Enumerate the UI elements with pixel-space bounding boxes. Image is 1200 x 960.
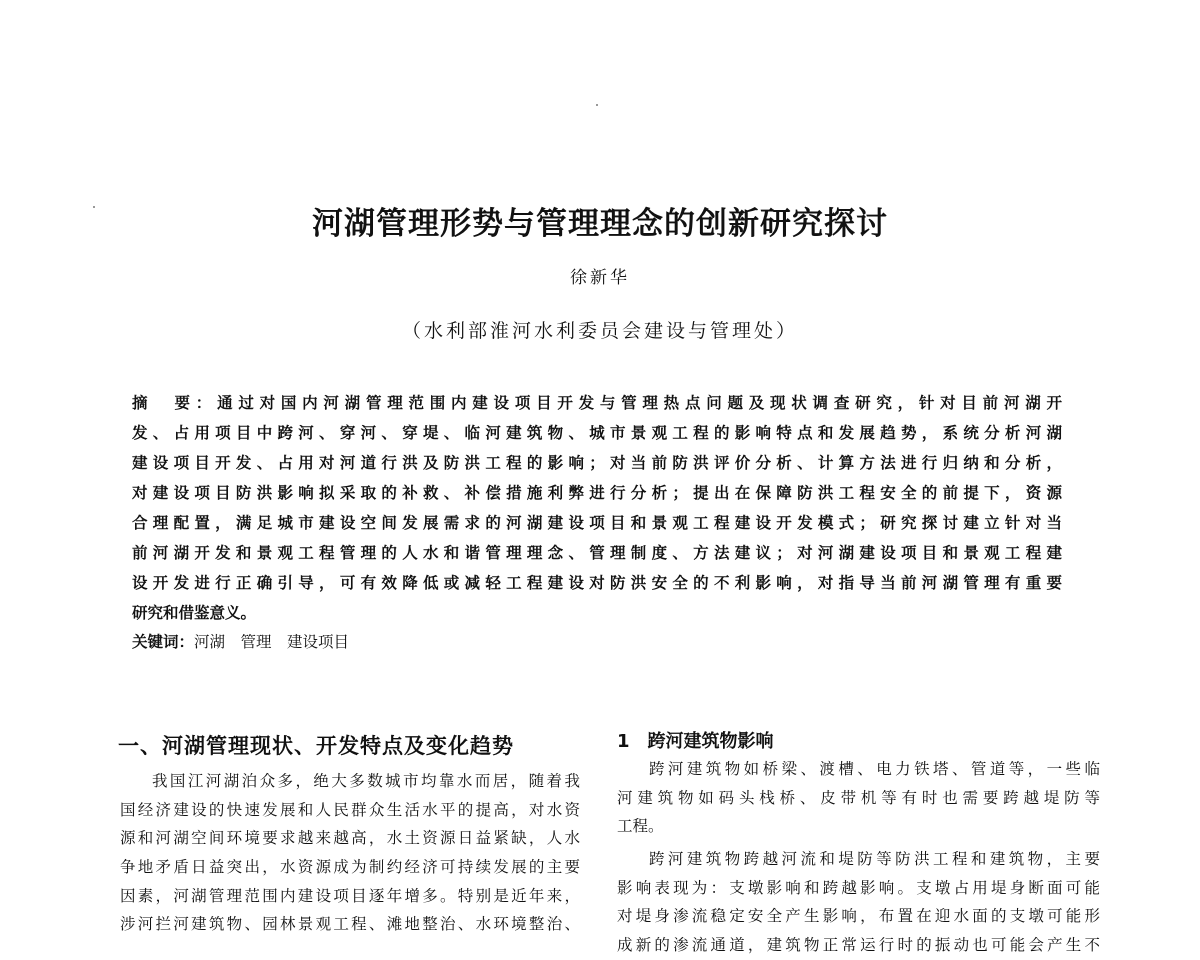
abstract-line: 研究和借鉴意义。 [132, 604, 257, 622]
body-line: 影响表现为：支墩影响和跨越影响。支墩占用堤身断面可能 [617, 878, 1100, 897]
abstract-label: 摘 要： [132, 394, 218, 412]
keywords [132, 630, 349, 652]
body-line: 河建筑物如码头栈桥、皮带机等有时也需要跨越堤防等 [617, 788, 1100, 807]
left-column-body [120, 767, 580, 939]
abstract-line: 设开发进行正确引导，可有效降低或减轻工程建设对防洪安全的不利影响，对指导当前河湖管理有重要 [132, 574, 1062, 592]
keywords-value: 河湖 管理 建设项目 [194, 633, 350, 651]
abstract-line: 合理配置，满足城市建设空间发展需求的河湖建设项目和景观工程建设开发模式；研究探讨建立针对当 [132, 514, 1062, 532]
body-line: 跨河建筑物跨越河流和堤防等防洪工程和建筑物，主要 [649, 850, 1100, 869]
paper-title: 河湖管理形势与管理理念的创新研究探讨 [312, 206, 888, 242]
body-line: 源和河湖空间环境要求越来越高，水土资源日益紧缺，人水 [120, 829, 580, 848]
keywords-label: 关键词： [132, 633, 195, 651]
section-heading: 一、河湖管理现状、开发特点及变化趋势 [118, 734, 514, 758]
abstract [132, 388, 1062, 628]
body-line: 争地矛盾日益突出，水资源成为制约经济可持续发展的主要 [120, 858, 580, 877]
body-line: 跨河建筑物如桥梁、渡槽、电力铁塔、管道等，一些临 [649, 760, 1100, 778]
abstract-line: 建设项目开发、占用对河道行洪及防洪工程的影响；对当前防洪评价分析、计算方法进行归纳和分析， [132, 454, 1062, 472]
body-line: 成新的渗流通道，建筑物正常运行时的振动也可能会产生不 [617, 936, 1100, 955]
abstract-line: 发、占用项目中跨河、穿河、穿堤、临河建筑物、城市景观工程的影响特点和发展趋势，系统分析河湖 [132, 424, 1062, 442]
body-line: 工程。 [617, 817, 664, 836]
body-line: 涉河拦河建筑物、园林景观工程、滩地整治、水环境整治、 [120, 915, 580, 934]
abstract-line: 对建设项目防洪影响拟采取的补救、补偿措施利弊进行分析；提出在保障防洪工程安全的前提下，资源 [132, 484, 1062, 502]
abstract-line: 摘 要：通过对国内河湖管理范围内建设项目开发与管理热点问题及现状调查研究，针对目前河湖开 [132, 394, 1062, 412]
affiliation: （水利部淮河水利委员会建设与管理处） [401, 320, 798, 342]
body-line: 我国江河湖泊众多，绝大多数城市均靠水而居，随着我 [152, 772, 580, 790]
abstract-line: 前河湖开发和景观工程管理的人水和谐管理理念、管理制度、方法建议；对河湖建设项目和景观工程建 [132, 544, 1062, 562]
body-line: 国经济建设的快速发展和人民群众生活水平的提高，对水资 [120, 800, 580, 819]
author: 徐新华 [570, 268, 630, 288]
scan-speck [596, 104, 598, 106]
body-line: 因素，河湖管理范围内建设项目逐年增多。特别是近年来， [120, 886, 580, 905]
body-line: 对堤身渗流稳定安全产生影响，布置在迎水面的支墩可能形 [617, 907, 1100, 926]
right-column-body [617, 755, 1100, 960]
subsection-heading: 1 跨河建筑物影响 [617, 731, 774, 752]
